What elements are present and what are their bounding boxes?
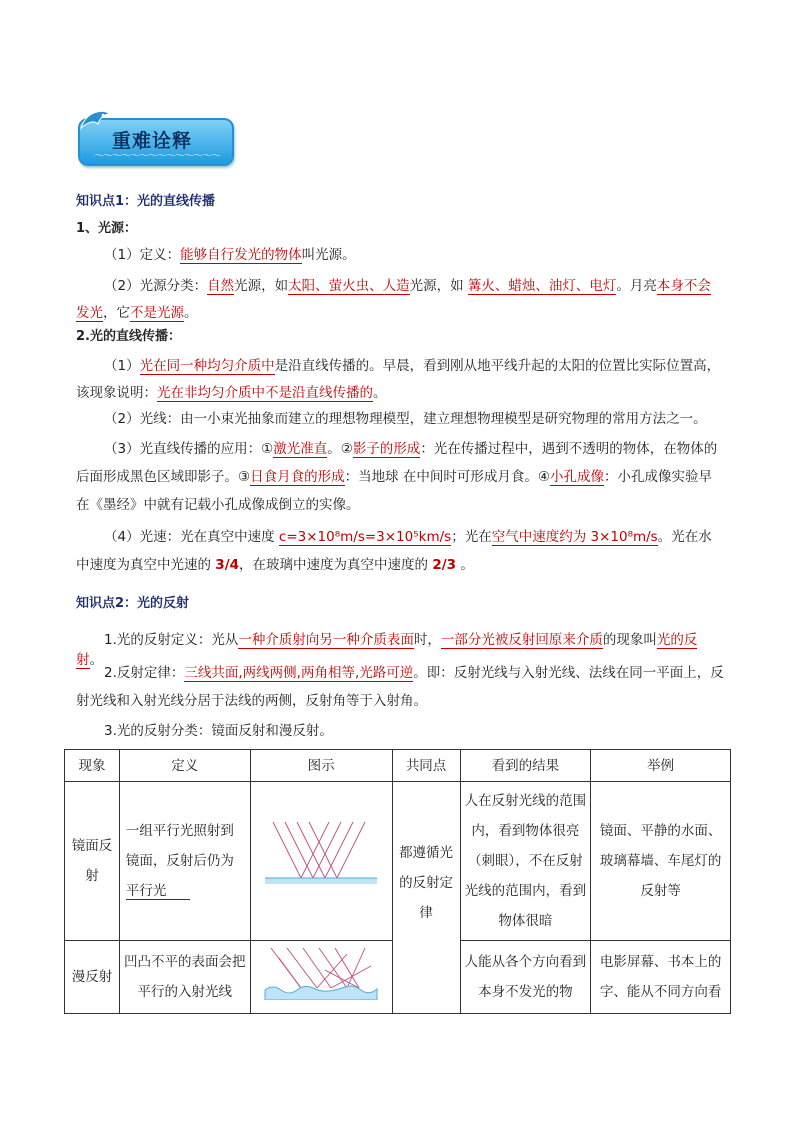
s2-para1: （1）光在同一种均匀介质中是沿直线传播的。早晨，看到刚从地平线升起的太阳的位置比实际位置高，该现象说明：光在非均匀介质中不是沿直线传播的。 xyxy=(76,358,721,401)
row-definition: 一组平行光照射到镜面，反射后仍为 平行光 xyxy=(119,782,250,941)
diffuse-diagram xyxy=(250,941,392,1014)
table-header: 看到的结果 xyxy=(460,750,591,782)
table-header: 图示 xyxy=(250,750,392,782)
r2-law: 2.反射定律：三线共面,两线两侧,两角相等,光路可逆。即：反射光线与入射光线、法线在同一平面上，反射光线和入射光线分居于法线的两侧，反射角等于入射角。 xyxy=(76,665,724,709)
row-result: 人在反射光线的范围内，看到物体很亮（刺眼），不在反射光线的范围内，看到物体很暗 xyxy=(460,782,591,941)
row-definition: 凹凸不平的表面会把平行的入射光线 xyxy=(119,941,250,1014)
table-header: 举例 xyxy=(591,750,731,782)
table-header: 定义 xyxy=(119,750,250,782)
s2-para3: （3）光直线传播的应用：①激光准直。②影子的形成：光在传播过程中，遇到不透明的物体，在物体的后面形成黑色区域即影子。③日食月食的形成：当地球 在中间时可形成月食。④小孔成像：小孔成像实验早在《墨经》中就有记载小孔成像成倒立的实像。 xyxy=(76,441,718,513)
s1-definition: （1）定义：能够自行发光的物体叫光源。 xyxy=(104,247,356,263)
reflection-table xyxy=(64,749,731,1014)
dolphin-icon xyxy=(78,106,112,136)
table-row xyxy=(65,782,731,941)
row-example: 电影屏幕、书本上的字、能从不同方向看 xyxy=(591,941,731,1014)
wave-decoration: ～～～～～～～～～～～～～～ xyxy=(94,151,220,162)
common-point: 都遵循光的反射定律 xyxy=(392,782,460,1014)
s1-title: 1、光源： xyxy=(76,221,138,236)
row-example: 镜面、平静的水面、玻璃幕墙、车尾灯的反射等 xyxy=(591,782,731,941)
table-header-row xyxy=(65,750,731,782)
diffuse-reflection-diagram xyxy=(261,944,381,1000)
s2-title: 2.光的直线传播： xyxy=(76,329,181,344)
r3-classification: 3.光的反射分类：镜面反射和漫反射。 xyxy=(104,723,333,739)
row-name: 镜面反射 xyxy=(65,782,120,941)
k2-title: 知识点2：光的反射 xyxy=(76,596,190,611)
r1-definition: 1.光的反射定义：光从一种介质射向另一种介质表面时，一部分光被反射回原来介质的现象叫光的反射。 xyxy=(76,632,698,668)
s2-para4: （4）光速：光在真空中速度 c=3×10⁸m/s=3×10⁵km/s；光在空气中速度约为 3×10⁸m/s。光在水中速度为真空中光速的 3/4，在玻璃中速度为真空中速度的 2/3 。 xyxy=(76,529,712,573)
table-header: 现象 xyxy=(65,750,120,782)
row-name: 漫反射 xyxy=(65,941,120,1014)
k1-title: 知识点1：光的直线传播 xyxy=(76,194,216,209)
banner-title: 重难诠释 xyxy=(112,130,193,152)
s1-classification: （2）光源分类：自然光源，如太阳、萤火虫、人造光源，如 篝火、蜡烛、油灯、电灯。月亮本身不会发光，它不是光源。 xyxy=(76,278,711,321)
specular-reflection-diagram xyxy=(261,816,381,896)
table-header: 共同点 xyxy=(392,750,460,782)
row-result: 人能从各个方向看到本身不发光的物 xyxy=(460,941,591,1014)
s2-para2: （2）光线：由一小束光抽象而建立的理想物理模型，建立理想物理模型是研究物理的常用方法之一。 xyxy=(104,411,707,427)
specular-diagram xyxy=(250,782,392,941)
